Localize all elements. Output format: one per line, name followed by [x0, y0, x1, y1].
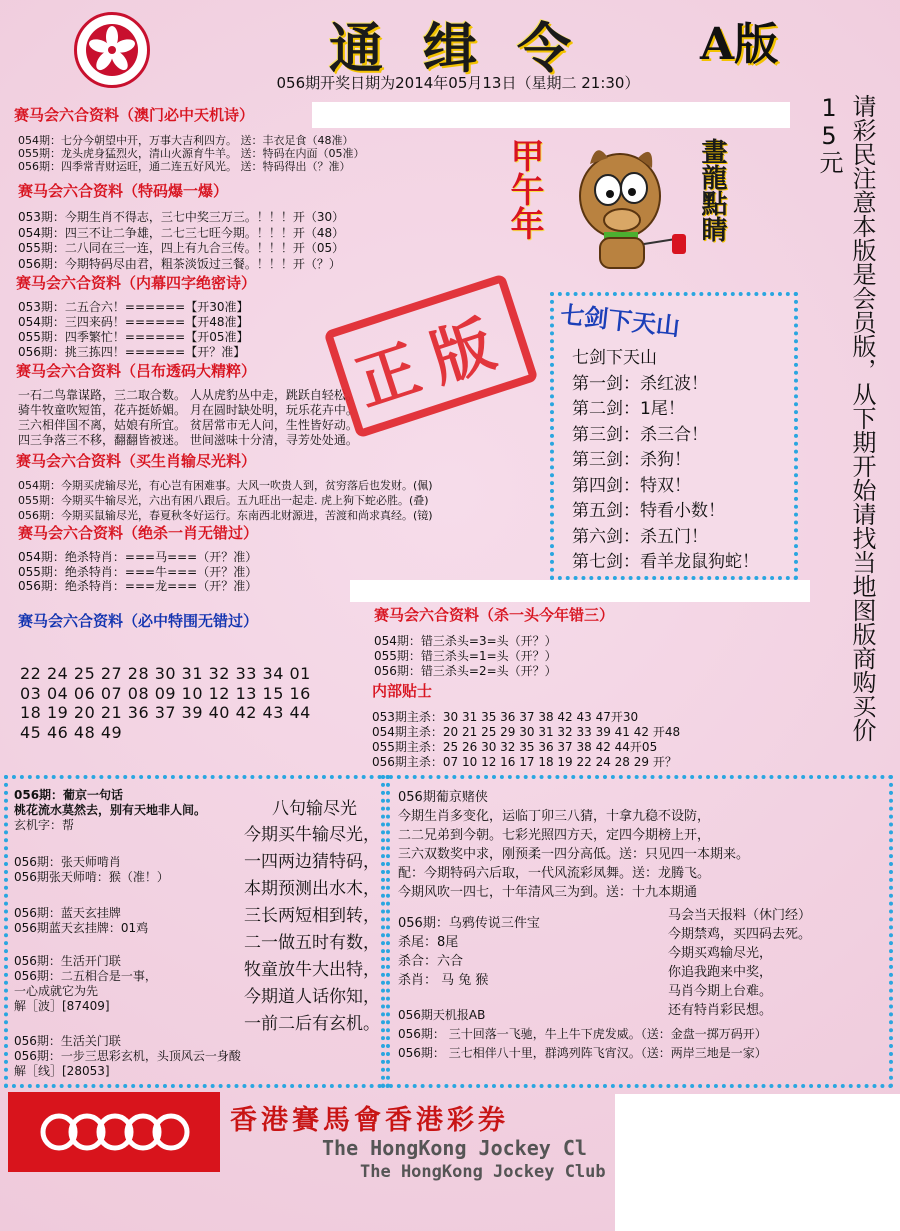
edition-badge: A版: [700, 19, 779, 70]
list-item: 054期：今期买虎输尽光，有心岂有困难事。大风一吹贵人到，贫穷落后也发财。(佩): [18, 479, 433, 492]
list-item: 今期禁鸡，买四码去死。: [668, 927, 812, 942]
list-item: 第二剑：1尾！: [572, 399, 685, 419]
list-item: 今期风吹一四七，十年清风三为到。送：十九本期通: [398, 885, 698, 900]
list-item: 055期：错三杀头=1=头（开？）: [374, 649, 557, 663]
list-item: 055期：四季繁忙！======【开05准】: [18, 330, 249, 344]
section-lose-all-rows: [18, 478, 433, 523]
section-kill-head-rows: [374, 634, 557, 679]
blank-banner: [312, 102, 790, 128]
list-item: 你追我跑来中奖，: [668, 965, 773, 980]
list-item: 056期：张天师啃肖: [14, 855, 121, 869]
list-item: 056期主杀：07 10 12 16 17 18 19 22 24 28 29 开？: [372, 755, 677, 769]
list-item: 055期：龙头虎身猛烈火，清山火源育牛羊。 送：特码在内面（05准）: [18, 147, 365, 160]
panel-casino-phrase: [14, 788, 206, 833]
list-item: 054期：四三不让二争雄，二七三七旺今期。！！！开（48）: [18, 225, 345, 240]
list-item: 056期：一步三思彩玄机，头顶风云一身酸: [14, 1049, 241, 1063]
list-item: 第三剑：杀狗！: [572, 450, 691, 470]
list-item: 桃花流水莫然去，别有天地非人间。: [14, 803, 207, 817]
list-item: 杀肖： 马 兔 猴: [398, 973, 489, 988]
section-heading-kill-one: 赛马会六合资料（绝杀一肖无错过）: [18, 524, 259, 542]
panel-crow-legend: [398, 914, 540, 990]
year-label: 甲午年: [504, 138, 544, 240]
list-item: 053期主杀：30 31 35 36 37 38 42 43 47开30: [372, 710, 639, 724]
list-item: 今期生肖多变化，运临丁卯三八猜，十拿九稳不设防，: [398, 809, 711, 824]
list-item: 056期：生活关门联: [14, 1034, 121, 1048]
list-item: 055期：今期买牛输尽光，六出有困八跟后。五九旺出一起走. 虎上狗下蛇必胜。(叠): [18, 494, 429, 507]
section-burst-rows: [18, 210, 344, 272]
number-row: 45 46 48 49: [20, 722, 123, 742]
seven-swords-title: 七剑下天山: [559, 299, 682, 342]
list-item: 第七剑：看羊龙鼠狗蛇！: [572, 552, 759, 572]
list-item: 还有特肖彩民想。: [668, 1003, 773, 1018]
section-heading-kill-head: 赛马会六合资料（杀一头今年错三）: [374, 606, 615, 624]
list-item: 054期：三四来码！======【开48准】: [18, 315, 249, 329]
list-item: 三六双数奖中求，刚预柔一四分高低。送：只见四一本期来。: [398, 847, 750, 862]
panel-casino-hero: [398, 788, 749, 902]
section-heading-insider-tips: 内部贴士: [372, 682, 433, 700]
panel-blue-sky: [14, 906, 148, 936]
list-item: 玄机字：帮: [14, 818, 75, 832]
poem-title: 八句输尽光: [272, 799, 357, 819]
list-item: 一四两边猜特码，: [244, 852, 380, 872]
list-item: 056期：四季常青财运旺，通二连五好风光。 送：特码得出（？准）: [18, 160, 351, 173]
section-heading-macau-poem: 赛马会六合资料（澳门必中天机诗）: [14, 106, 255, 124]
footer-blank-area: [615, 1094, 900, 1231]
horse-mascot-icon: [560, 134, 700, 274]
list-item: 056期：乌鸦传说三件宝: [398, 916, 540, 931]
panel-zhang-tianshi: [14, 855, 169, 885]
panel-open-couplet: [14, 954, 157, 1014]
list-item: 053期：今期生肖不得志，三七中奖三万三。！！！开（30）: [18, 210, 345, 224]
member-notice: 请彩民注意本版是会员版，从下期开始请找当地图版商购买价15元: [815, 94, 876, 742]
list-item: 056期：蓝天玄挂牌: [14, 906, 121, 920]
list-item: 055期：二八同在三一连，四上有九合三传。！！！开（05）: [18, 241, 345, 255]
number-row: 03 04 06 07 08 09 10 12 13 15 16: [20, 683, 311, 703]
list-item: 056期：今期买鼠输尽光，春夏秋冬好运行。东南西北财源进，苦渡和尚求真经。(镜): [18, 509, 433, 522]
draw-date: 056期开奖日期为2014年05月13日（星期二 21:30）: [276, 74, 640, 92]
list-item: 骑牛牧童吹短笛，花卉挺娇媚。 月在圆时缺处明，玩乐花卉中。: [18, 403, 358, 417]
list-item: 解［波］[87409]: [14, 999, 110, 1013]
list-item: 第三剑：杀三合！: [572, 424, 708, 445]
list-item: 056期：葡京一句话: [14, 788, 124, 802]
section-insider-tips-rows: [372, 710, 680, 770]
authentic-stamp: 正版: [323, 273, 538, 438]
number-row: 22 24 25 27 28 30 31 32 33 34 01: [20, 664, 311, 683]
list-item: 055期主杀：25 26 30 32 35 36 37 38 42 44开05: [372, 740, 658, 754]
list-item: 解［线］[28053]: [14, 1064, 110, 1078]
list-item: 054期：错三杀头=3=头（开？）: [374, 634, 557, 648]
list-item: 第五剑：特看小数！: [572, 501, 725, 521]
list-item: 056期：今期特码尽由君，粗茶淡饭过三餐。！！！开（？）: [18, 256, 341, 271]
list-item: 053期：二五合六！======【开30准】: [18, 300, 249, 314]
list-item: 三六相伴国不离，姑娘有所宜。 贫居常市无人问，生性皆好动。: [18, 418, 358, 432]
list-item: 055期：绝杀特肖：===牛===（开？准）: [18, 564, 258, 579]
list-item: 054期：七分今朝望中开，万事大吉利四方。 送：丰衣足食（48准）: [18, 134, 354, 147]
poem-lines: [244, 822, 380, 1038]
list-item: 杀尾：8尾: [398, 935, 459, 950]
list-item: 一石二鸟靠谋路，三二取合数。 人从虎豹丛中走，跳跃自轻松。: [18, 388, 358, 402]
panel-close-couplet: [14, 1034, 241, 1079]
section-heading-must-hit: 赛马会六合资料（必中特围无错过）: [18, 612, 259, 630]
list-item: 二一做五时有数，: [244, 933, 380, 953]
list-item: 056期： 三十回落一飞驰，牛上牛下虎发威。（送：金盘一掷万码开）: [398, 1027, 767, 1041]
list-item: 056期葡京赌侠: [398, 790, 488, 805]
list-item: 056期： 三七相伴八十里，群鸿列阵飞宵汉。（送：两岸三地是一家）: [398, 1046, 767, 1060]
list-item: 本期预测出水木，: [244, 879, 380, 899]
list-item: 七剑下天山: [572, 348, 657, 368]
panel-daily-report: [668, 906, 811, 1020]
jockey-club-logo-icon: [8, 1092, 220, 1172]
list-item: 马肖今期上台难。: [668, 984, 773, 999]
list-item: 056期：生活开门联: [14, 954, 121, 968]
section-lubu-rows: [18, 388, 358, 448]
list-item: 056期天机报AB: [398, 1008, 486, 1022]
hk-emblem-icon: [74, 12, 150, 88]
list-item: 054期：绝杀特肖：===马===（开？准）: [18, 550, 258, 564]
section-heading-secret-poem: 赛马会六合资料（内幕四字绝密诗）: [16, 274, 257, 292]
list-item: 今期买牛输尽光，: [244, 825, 380, 845]
list-item: 配：今期特码六后取，一代风流彩凤舞。送：龙腾飞。: [398, 866, 711, 881]
footer-english-name: The HongKong Jockey Cl: [322, 1136, 587, 1160]
number-row: 18 19 20 21 36 37 39 40 42 43 44: [20, 703, 311, 722]
list-item: 杀合：六合: [398, 954, 464, 969]
section-heading-lose-all: 赛马会六合资料（买生肖输尽光料）: [16, 452, 257, 470]
list-item: 第六剑：杀五门！: [572, 526, 708, 547]
list-item: 二二兄弟到今朝。七彩光照四方天，定四今期榜上开，: [398, 828, 711, 843]
list-item: 第一剑：杀红波！: [572, 373, 708, 394]
section-heading-burst: 赛马会六合资料（特码爆一爆）: [18, 182, 229, 200]
number-grid: [20, 664, 311, 742]
list-item: 054期主杀：20 21 25 29 30 31 32 33 39 41 42 开48: [372, 725, 681, 739]
list-item: 第四剑：特双！: [572, 475, 691, 496]
list-item: 056期：挑三拣四！======【开？准】: [18, 345, 246, 359]
list-item: 四三争落三不移，翻翻皆被迷。 世间滋味十分清，寻芳处处通。: [18, 433, 358, 447]
list-item: 056期：错三杀头=2=头（开？）: [374, 664, 557, 678]
section-secret-poem-rows: [18, 300, 249, 360]
section-macau-poem-rows: [18, 134, 365, 173]
blank-banner: [350, 580, 810, 602]
list-item: 一心成就它为先: [14, 984, 99, 998]
list-item: 马会当天报料（休门经）: [668, 908, 812, 923]
footer-english-name-small: The HongKong Jockey Club: [360, 1162, 606, 1182]
seven-swords-list: [572, 346, 759, 576]
list-item: 056期张天师啃：猴（准！）: [14, 870, 169, 884]
list-item: 今期道人话你知，: [244, 987, 380, 1007]
list-item: 今期买鸡输尽光，: [668, 946, 773, 961]
footer-chinese-name: 香港賽馬會香港彩券: [230, 1105, 509, 1132]
list-item: 三长两短相到转，: [244, 906, 380, 926]
list-item: 牧童放牛大出特，: [244, 960, 380, 980]
list-item: 一前二后有玄机。: [244, 1014, 380, 1034]
list-item: 056期：二五相合是一事，: [14, 969, 157, 983]
section-heading-lubu: 赛马会六合资料（吕布透码大精粹）: [16, 362, 257, 380]
list-item: 056期蓝天玄挂牌：01鸡: [14, 921, 149, 935]
panel-tianji-ab: [398, 1006, 767, 1063]
page-title: 通缉令: [329, 16, 611, 80]
section-kill-one-rows: [18, 550, 257, 594]
list-item: 056期：绝杀特肖：===龙===（开？准）: [18, 579, 258, 593]
motto-label: 畫龍點睛: [697, 138, 727, 242]
